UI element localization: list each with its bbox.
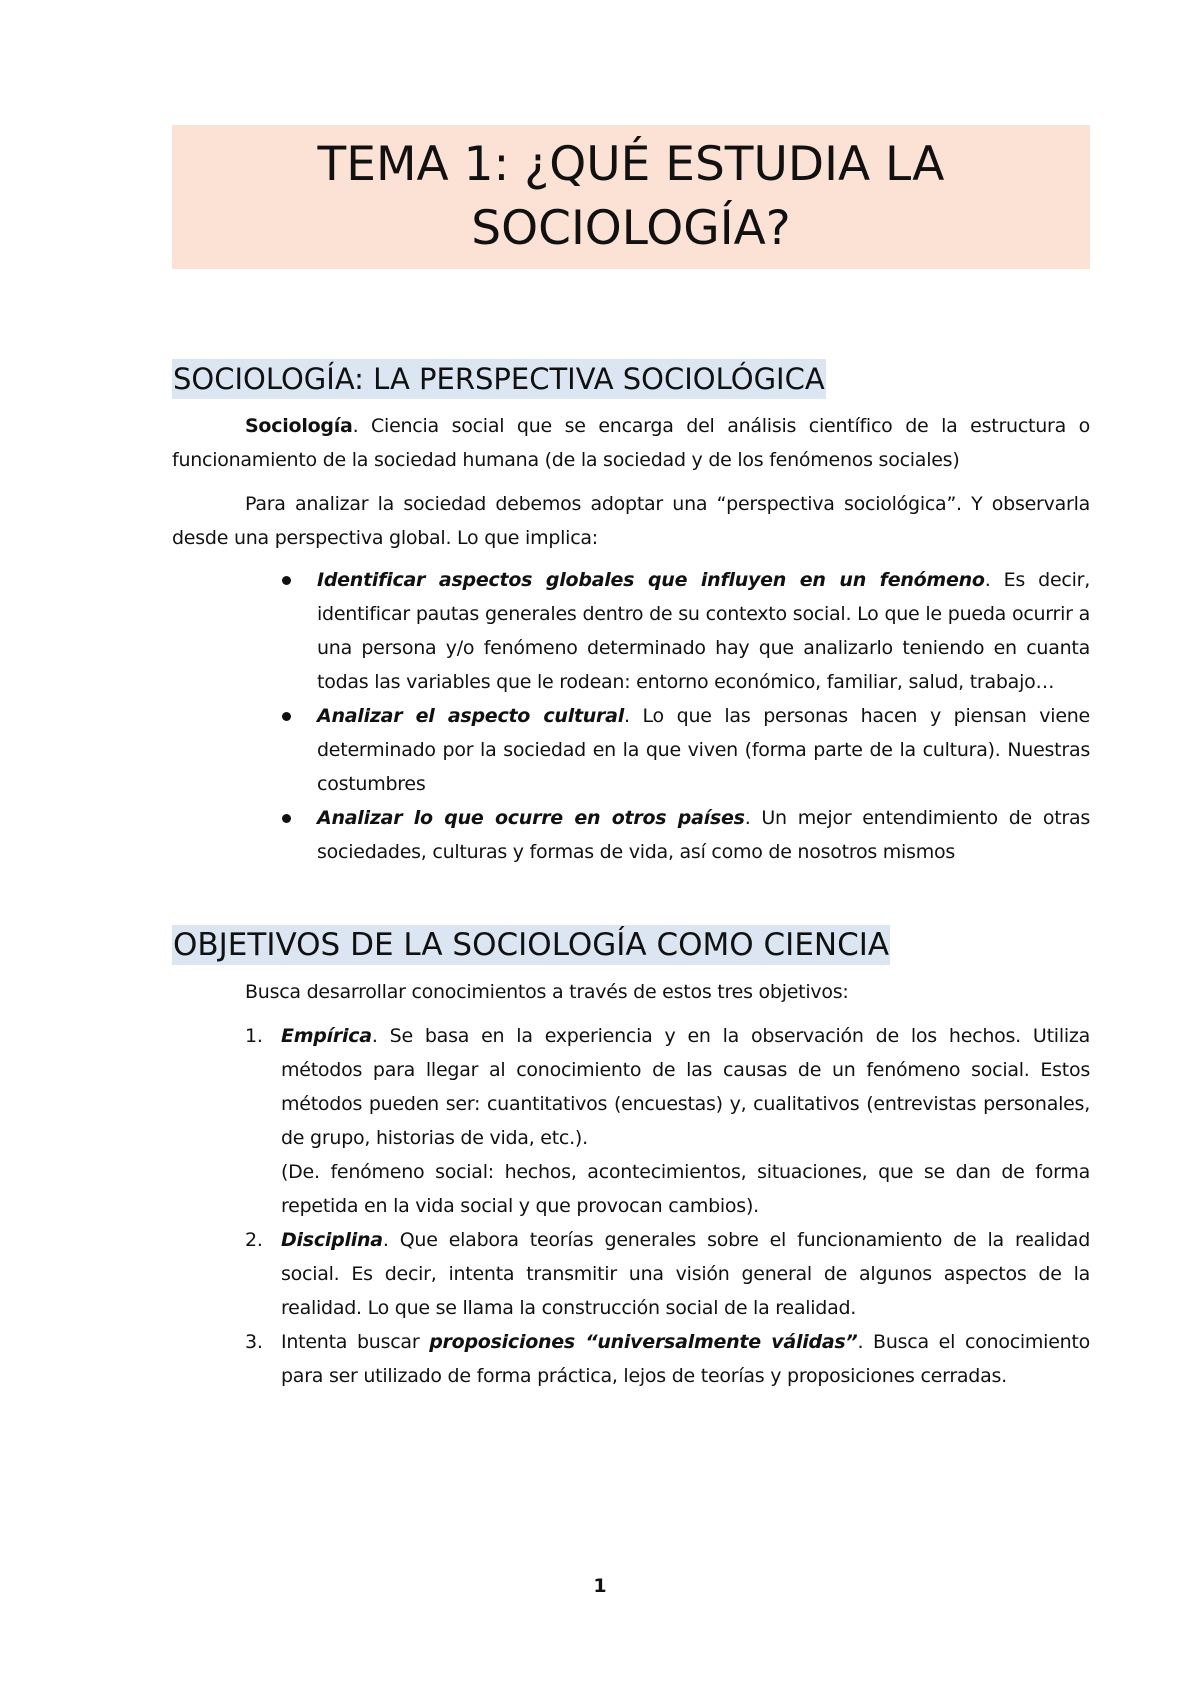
bullet-term: Analizar lo que ocurre en otros países — [317, 807, 745, 829]
item-term: Empírica — [281, 1025, 372, 1047]
item-text: . Que elabora teorías generales sobre el funcionamiento de la realidad social. Es decir, intenta transmitir una visión general de algunos aspectos de la realidad. Lo que se llama la construcción social de la realidad. — [281, 1229, 1090, 1319]
bullet-icon — [282, 712, 291, 721]
item-note: (De. fenómeno social: hechos, acontecimientos, situaciones, que se dan de forma repetida en la vida social y que provocan cambios). — [281, 1161, 1090, 1217]
item-number: 3. — [245, 1331, 263, 1353]
section-2-heading: OBJETIVOS DE LA SOCIOLOGÍA COMO CIENCIA — [173, 927, 890, 963]
item-term: Disciplina — [281, 1229, 383, 1251]
bullet-icon — [282, 576, 291, 585]
section-2 — [172, 925, 1090, 1393]
objectives-list — [172, 1019, 1090, 1393]
list-item — [172, 1019, 1090, 1223]
item-text: . Busca el conocimiento para ser utilizado de forma práctica, lejos de teorías y proposiciones cerradas. — [281, 1331, 1091, 1387]
bullet-term: Analizar el aspecto cultural — [317, 705, 625, 727]
list-item — [172, 801, 1090, 869]
section-1-heading: SOCIOLOGÍA: LA PERSPECTIVA SOCIOLÓGICA — [172, 359, 826, 399]
item-number: 2. — [245, 1229, 263, 1251]
perspective-bullet-list — [172, 563, 1090, 869]
page-content — [172, 125, 1090, 1393]
list-item — [172, 1223, 1090, 1325]
definition-paragraph — [172, 409, 1090, 477]
bullet-term: Identificar aspectos globales que influyen en un fenómeno — [317, 569, 985, 591]
bullet-text: . Un mejor entendimiento de otras sociedades, culturas y formas de vida, así como de nosotros mismos — [317, 807, 1090, 863]
page-number: 1 — [593, 1575, 607, 1597]
definition-text: . Ciencia social que se encarga del análisis científico de la estructura o funcionamiento de la sociedad humana (de la sociedad y de los fenómenos sociales) — [172, 415, 1090, 471]
section-1 — [172, 359, 1090, 869]
title-banner — [172, 125, 1090, 269]
document-title: TEMA 1: ¿QUÉ ESTUDIA LA SOCIOLOGÍA? — [317, 137, 945, 256]
item-number: 1. — [245, 1025, 263, 1047]
list-item — [172, 563, 1090, 699]
definition-term: Sociología — [245, 415, 353, 437]
list-item — [172, 699, 1090, 801]
objectives-intro: Busca desarrollar conocimientos a través de estos tres objetivos: — [245, 981, 849, 1003]
list-item — [172, 1325, 1090, 1393]
item-term: proposiciones “universalmente válidas” — [429, 1331, 858, 1353]
bullet-text: . Lo que las personas hacen y piensan viene determinado por la sociedad en la que viven (forma parte de la cultura). Nuestras costumbres — [317, 705, 1090, 795]
bullet-text: . Es decir, identificar pautas generales dentro de su contexto social. Lo que le pueda ocurrir a una persona y/o fenómeno determinado hay que analizarlo teniendo en cuanta todas las variables que le rodean: entorno económico, familiar, salud, trabajo… — [317, 569, 1090, 693]
perspective-paragraph: Para analizar la sociedad debemos adoptar una “perspectiva sociológica”. Y observarla desde una perspectiva global. Lo que implica: — [172, 493, 1090, 549]
item-text: . Se basa en la experiencia y en la observación de los hechos. Utiliza métodos para llegar al conocimiento de las causas de un fenómeno social. Estos métodos pueden ser: cuantitativos (encuestas) y, cualitativos (entrevistas personales, de grupo, historias de vida, etc.). — [281, 1025, 1090, 1149]
item-pre: Intenta buscar — [281, 1331, 430, 1353]
bullet-icon — [282, 814, 291, 823]
